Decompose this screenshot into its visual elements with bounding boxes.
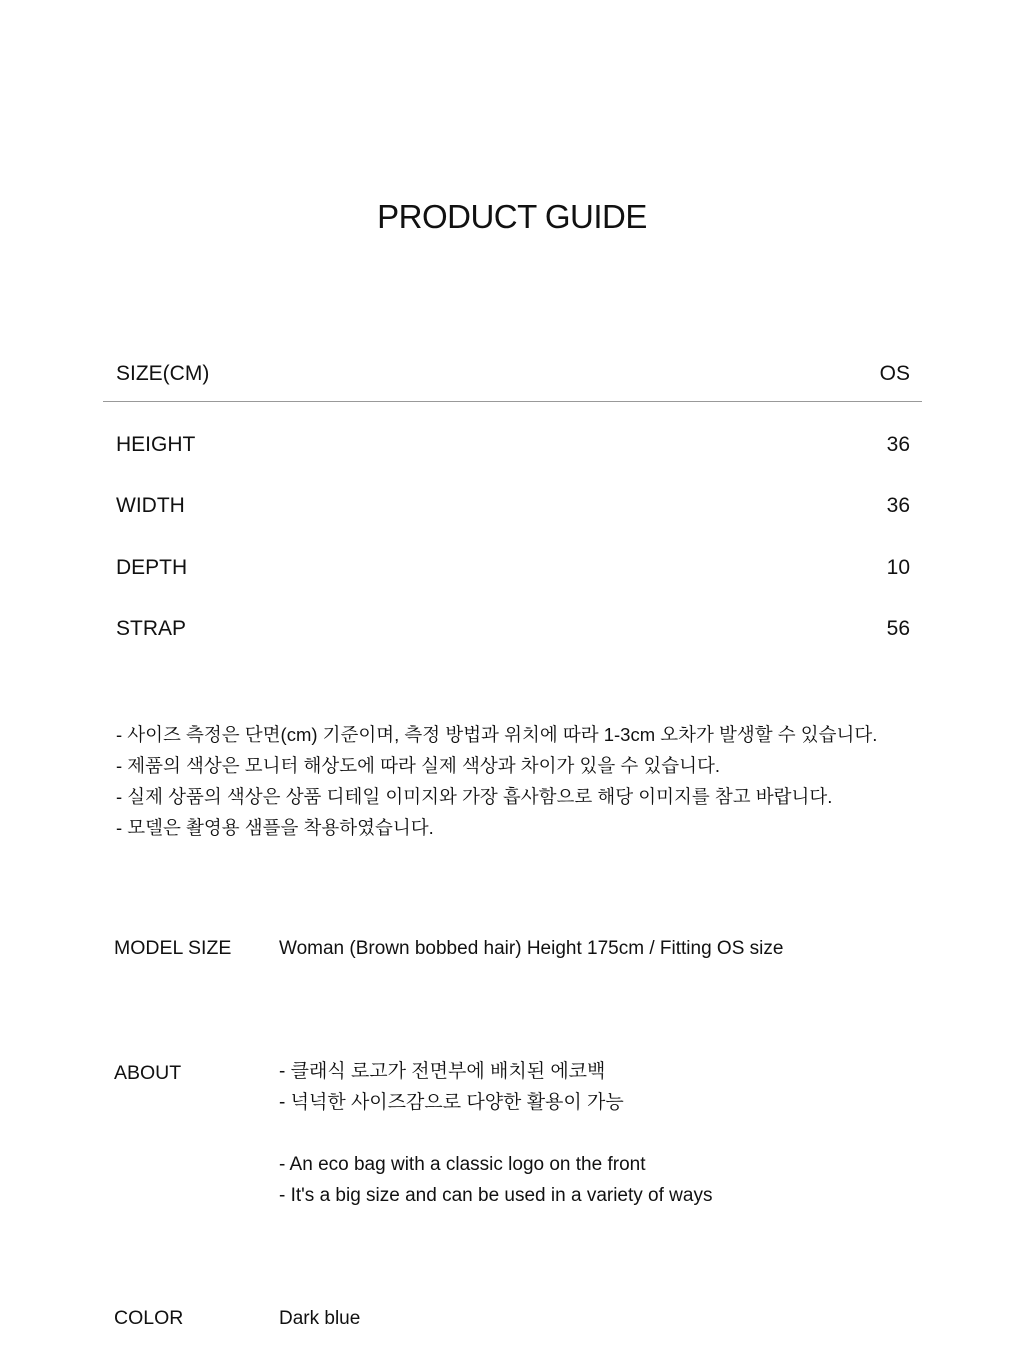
- table-row: [116, 617, 910, 641]
- page-title: PRODUCT GUIDE: [377, 198, 647, 235]
- row-value: 36: [886, 433, 910, 456]
- row-label: HEIGHT: [116, 433, 196, 456]
- color-label: COLOR: [114, 1307, 184, 1329]
- about-label: ABOUT: [114, 1062, 182, 1084]
- note: - 모델은 촬영용 샘플을 착용하였습니다.: [116, 817, 434, 838]
- model-size-value: Woman (Brown bobbed hair) Height 175cm / Fitting OS size: [279, 938, 784, 959]
- row-value: 10: [886, 556, 910, 579]
- about-line: - An eco bag with a classic logo on the front: [279, 1154, 646, 1175]
- model-size-label: MODEL SIZE: [114, 937, 232, 959]
- row-label: DEPTH: [116, 556, 188, 579]
- row-label: STRAP: [116, 617, 187, 640]
- table-row: [116, 433, 910, 457]
- note: - 사이즈 측정은 단면(cm) 기준이며, 측정 방법과 위치에 따라 1-3cm 오차가 발생할 수 있습니다.: [116, 724, 878, 745]
- note: - 실제 상품의 색상은 상품 디테일 이미지와 가장 흡사함으로 해당 이미지를 참고 바랍니다.: [116, 786, 833, 807]
- divider: [103, 401, 922, 402]
- about-line: - 클래식 로고가 전면부에 배치된 에코백: [279, 1061, 606, 1082]
- row-value: 36: [886, 494, 910, 517]
- about-line: - 넉넉한 사이즈감으로 다양한 활용이 가능: [279, 1092, 624, 1113]
- notes: [116, 719, 877, 843]
- row-value: 56: [886, 617, 910, 640]
- color-value: Dark blue: [279, 1308, 361, 1329]
- size-header-label: SIZE(CM): [116, 362, 210, 385]
- table-row: [116, 556, 910, 580]
- note: - 제품의 색상은 모니터 해상도에 따라 실제 색상과 차이가 있을 수 있습니다.: [116, 755, 720, 776]
- size-table-header: [116, 362, 910, 386]
- table-row: [116, 494, 910, 518]
- about-line: - It's a big size and can be used in a variety of ways: [279, 1185, 713, 1206]
- about-text: [279, 1056, 712, 1211]
- size-header-value: OS: [879, 362, 910, 385]
- row-label: WIDTH: [116, 494, 185, 517]
